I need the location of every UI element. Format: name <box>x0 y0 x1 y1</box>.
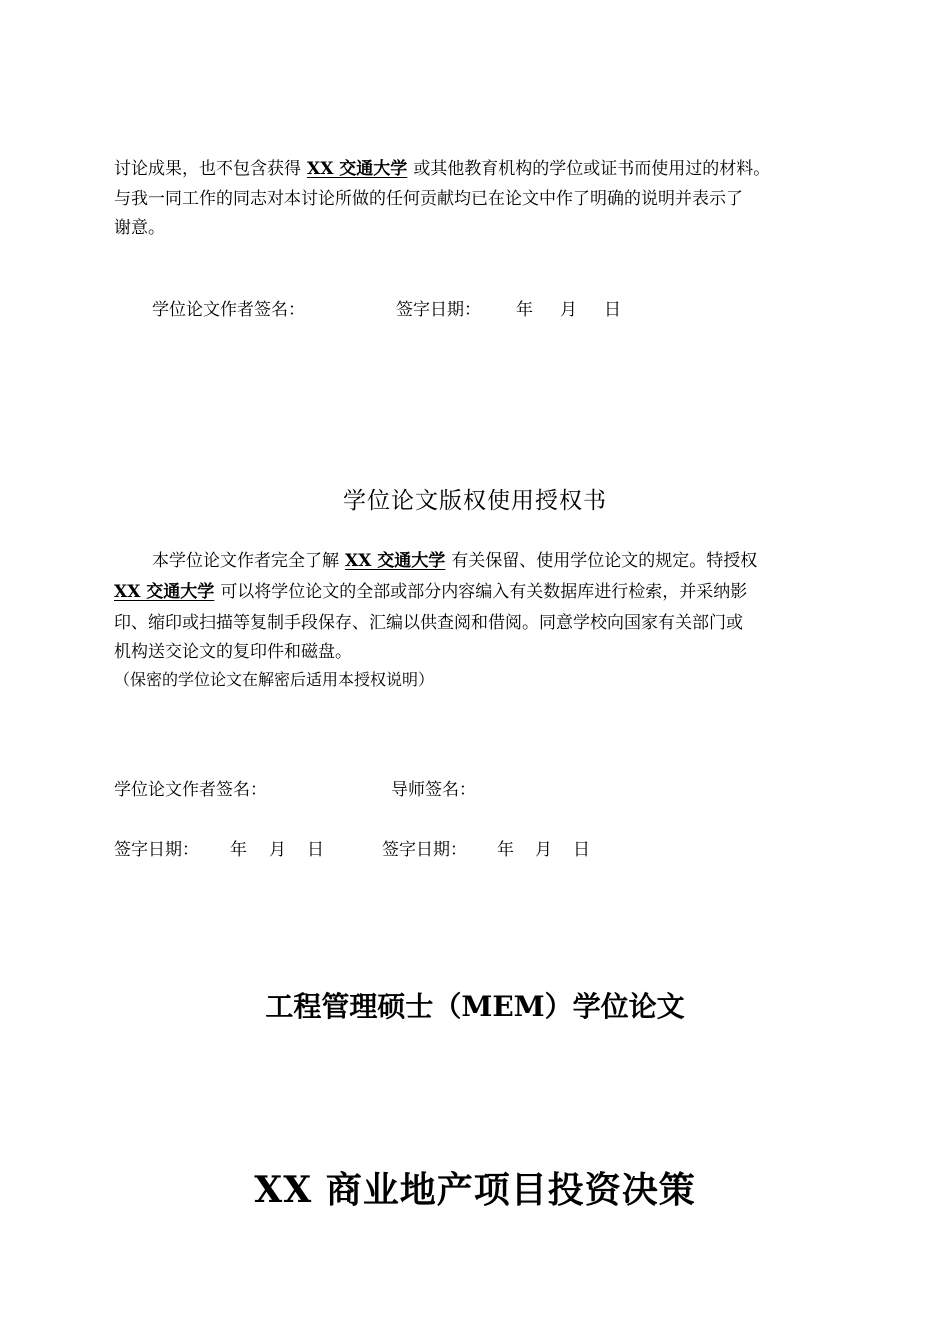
day-label: 日 <box>307 840 324 860</box>
year-label: 年 <box>497 840 514 860</box>
authorization-text: 本学位论文作者完全了解 <box>152 551 339 571</box>
declaration-line-1 <box>114 157 770 181</box>
declaration-line-3: 谢意。 <box>114 218 165 238</box>
university-name: XX 交通大学 <box>307 159 408 179</box>
authorization-line-2 <box>114 580 747 604</box>
author-signature-label: 学位论文作者签名： <box>114 780 267 800</box>
year-label: 年 <box>516 300 533 320</box>
advisor-signature-label: 导师签名： <box>391 780 476 800</box>
declaration-text: 讨论成果，也不包含获得 <box>114 159 301 179</box>
month-label: 月 <box>560 300 577 320</box>
authorization-text: 有关保留、使用学位论文的规定。特授权 <box>451 551 758 571</box>
month-label: 月 <box>535 840 552 860</box>
declaration-text: 或其他教育机构的学位或证书而使用过的材料。 <box>413 159 771 179</box>
signature-block-2 <box>114 778 476 802</box>
authorization-line-1 <box>152 549 757 573</box>
university-name: XX 交通大学 <box>345 551 446 571</box>
year-label: 年 <box>230 840 247 860</box>
sign-date-label: 签字日期： <box>114 840 199 860</box>
authorization-line-4: 机构送交论文的复印件和磁盘。 <box>114 642 352 662</box>
sign-date-label: 签字日期： <box>396 300 481 320</box>
signature-block-1 <box>152 298 621 322</box>
thesis-title: XX 商业地产项目投资决策 <box>254 1169 696 1211</box>
month-label: 月 <box>269 840 286 860</box>
confidentiality-note: （保密的学位论文在解密后适用本授权说明） <box>114 670 435 689</box>
sign-date-label: 签字日期： <box>382 840 467 860</box>
day-label: 日 <box>604 300 621 320</box>
university-name: XX 交通大学 <box>114 582 215 602</box>
author-signature-label: 学位论文作者签名： <box>152 300 305 320</box>
degree-title: 工程管理硕士（MEM）学位论文 <box>265 990 685 1023</box>
signature-block-3 <box>114 838 590 862</box>
authorization-heading: 学位论文版权使用授权书 <box>343 488 607 514</box>
authorization-line-3: 印、缩印或扫描等复制手段保存、汇编以供查阅和借阅。同意学校向国家有关部门或 <box>114 613 743 633</box>
authorization-text: 可以将学位论文的全部或部分内容编入有关数据库进行检索，并采纳影 <box>220 582 748 602</box>
day-label: 日 <box>573 840 590 860</box>
declaration-line-2: 与我一同工作的同志对本讨论所做的任何贡献均已在论文中作了明确的说明并表示了 <box>114 189 743 209</box>
